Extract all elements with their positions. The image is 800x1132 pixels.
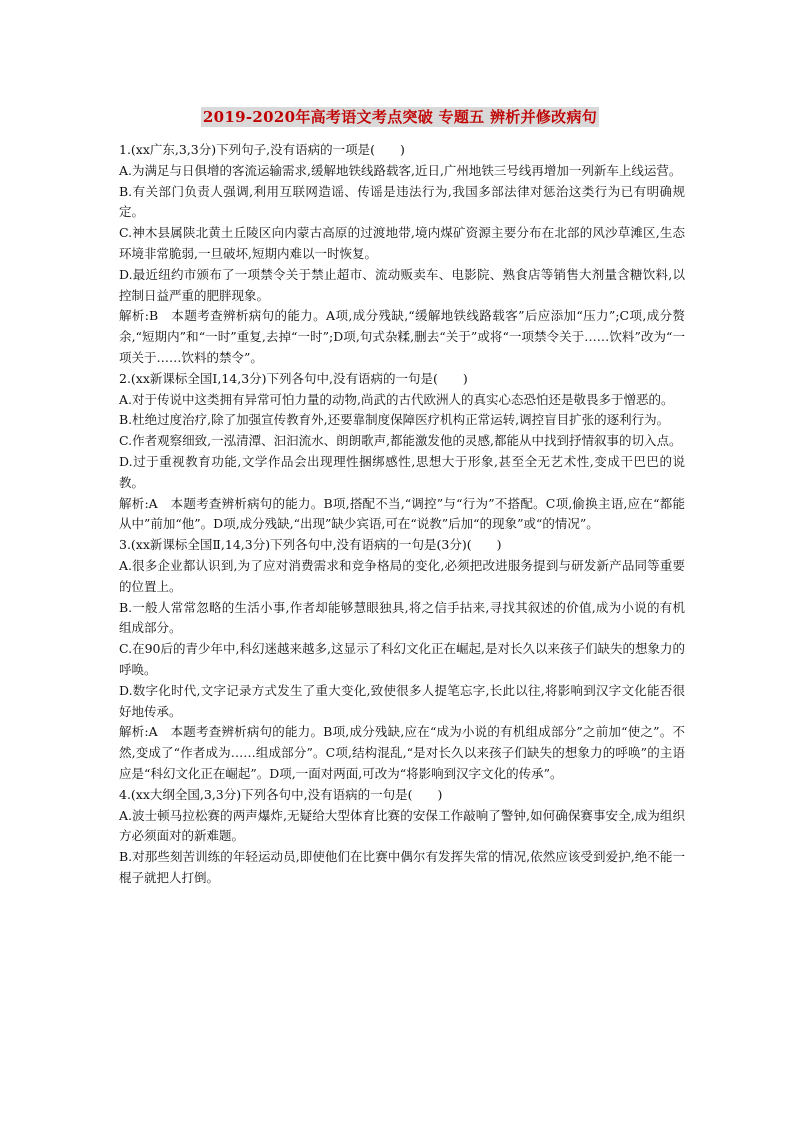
document-body: [119, 140, 685, 889]
option-c: C.神木县属陕北黄土丘陵区向内蒙古高原的过渡地带,境内煤矿资源主要分布在北部的风沙草滩区,生态环境非常脆弱,一旦破坏,短期内难以一时恢复。: [119, 225, 685, 261]
option-b: B.杜绝过度治疗,除了加强宣传教育外,还要靠制度保障医疗机构正常运转,调控盲目扩张的逐利行为。: [119, 412, 670, 428]
option-a: A.对于传说中这类拥有异常可怕力量的动物,尚武的古代欧洲人的真实心态恐怕还是敬畏多于憎恶的。: [119, 391, 674, 407]
question-stem: 2.(xx新课标全国Ⅰ,14,3分)下列各句中,没有语病的一句是( ): [119, 370, 468, 386]
option-d: D.过于重视教育功能,文学作品会出现理性捆绑感性,思想大于形象,甚至全无艺术性,变成干巴巴的说教。: [119, 453, 685, 490]
analysis: 解析:A 本题考查辨析病句的能力。B项,成分残缺,应在“成为小说的有机组成部分”之前加“使之”。不然,变成了“作者成为……组成部分”。C项,结构混乱,“是对长久以来孩子们缺失的想象力的呼唤”的主语应是“科幻文化正在崛起”。D项,一面对两面,可改为“将影响到汉字文化的传承”。: [119, 724, 685, 781]
option-a: A.为满足与日俱增的客流运输需求,缓解地铁线路载客,近日,广州地铁三号线再增加一列新车上线运营。: [119, 162, 682, 178]
option-d: D.数字化时代,文字记录方式发生了重大变化,致使很多人提笔忘字,长此以往,将影响到汉字文化能否很好地传承。: [119, 682, 685, 719]
option-b: B.有关部门负责人强调,利用互联网造谣、传谣是违法行为,我国多部法律对惩治这类行为已有明确规定。: [119, 183, 685, 220]
analysis: 解析:A 本题考查辨析病句的能力。B项,搭配不当,“调控”与“行为”不搭配。C项,偷换主语,应在“都能从中”前加“他”。D项,成分残缺,“出现”缺少宾语,可在“说教”后加“的现象”或“的情况”。: [119, 495, 685, 532]
option-a: A.很多企业都认识到,为了应对消费需求和竞争格局的变化,必须把改进服务提到与研发新产品同等重要的位置上。: [119, 557, 685, 594]
option-c: C.作者观察细致,一泓清潭、汩汩流水、朗朗歌声,都能激发他的灵感,都能从中找到抒情叙事的切入点。: [119, 433, 682, 449]
question-3: [119, 535, 685, 785]
option-b: B.一般人常常忽略的生活小事,作者却能够慧眼独具,将之信手拈来,寻找其叙述的价值,成为小说的有机组成部分。: [119, 599, 685, 636]
document-title: 2019-2020年高考语文考点突破 专题五 辨析并修改病句: [202, 108, 598, 126]
option-b: B.对那些刻苦训练的年轻运动员,即使他们在比赛中偶尔有发挥失常的情况,依然应该受到爱护,绝不能一棍子就把人打倒。: [119, 849, 685, 885]
question-2: [119, 369, 685, 535]
question-stem: 4.(xx大纲全国,3,3分)下列各句中,没有语病的一句是( ): [119, 786, 443, 802]
option-a: A.波士顿马拉松赛的两声爆炸,无疑给大型体育比赛的安保工作敲响了警钟,如何确保赛事安全,成为组织方必须面对的新难题。: [119, 807, 685, 844]
question-4: [119, 785, 685, 889]
option-d: D.最近纽约市颁布了一项禁令关于禁止超市、流动贩卖车、电影院、熟食店等销售大剂量含糖饮料,以控制日益严重的肥胖现象。: [119, 266, 685, 303]
option-c: C.在90后的青少年中,科幻迷越来越多,这显示了科幻文化正在崛起,是对长久以来孩子们缺失的想象力的呼唤。: [119, 641, 685, 677]
question-stem: 3.(xx新课标全国Ⅱ,14,3分)下列各句中,没有语病的一句是(3分)( ): [119, 537, 502, 553]
question-stem: 1.(xx广东,3,3分)下列句子,没有语病的一项是( ): [119, 142, 405, 157]
analysis: 解析:B 本题考查辨析病句的能力。A项,成分残缺,“缓解地铁线路载客”后应添加“压力”;C项,成分赘余,“短期内”和“一时”重复,去掉“一时”;D项,句式杂糅,删去“关于”或将“一项禁令关于……饮料”改为“一项关于……饮料的禁令”。: [119, 308, 685, 365]
question-1: [119, 140, 685, 369]
